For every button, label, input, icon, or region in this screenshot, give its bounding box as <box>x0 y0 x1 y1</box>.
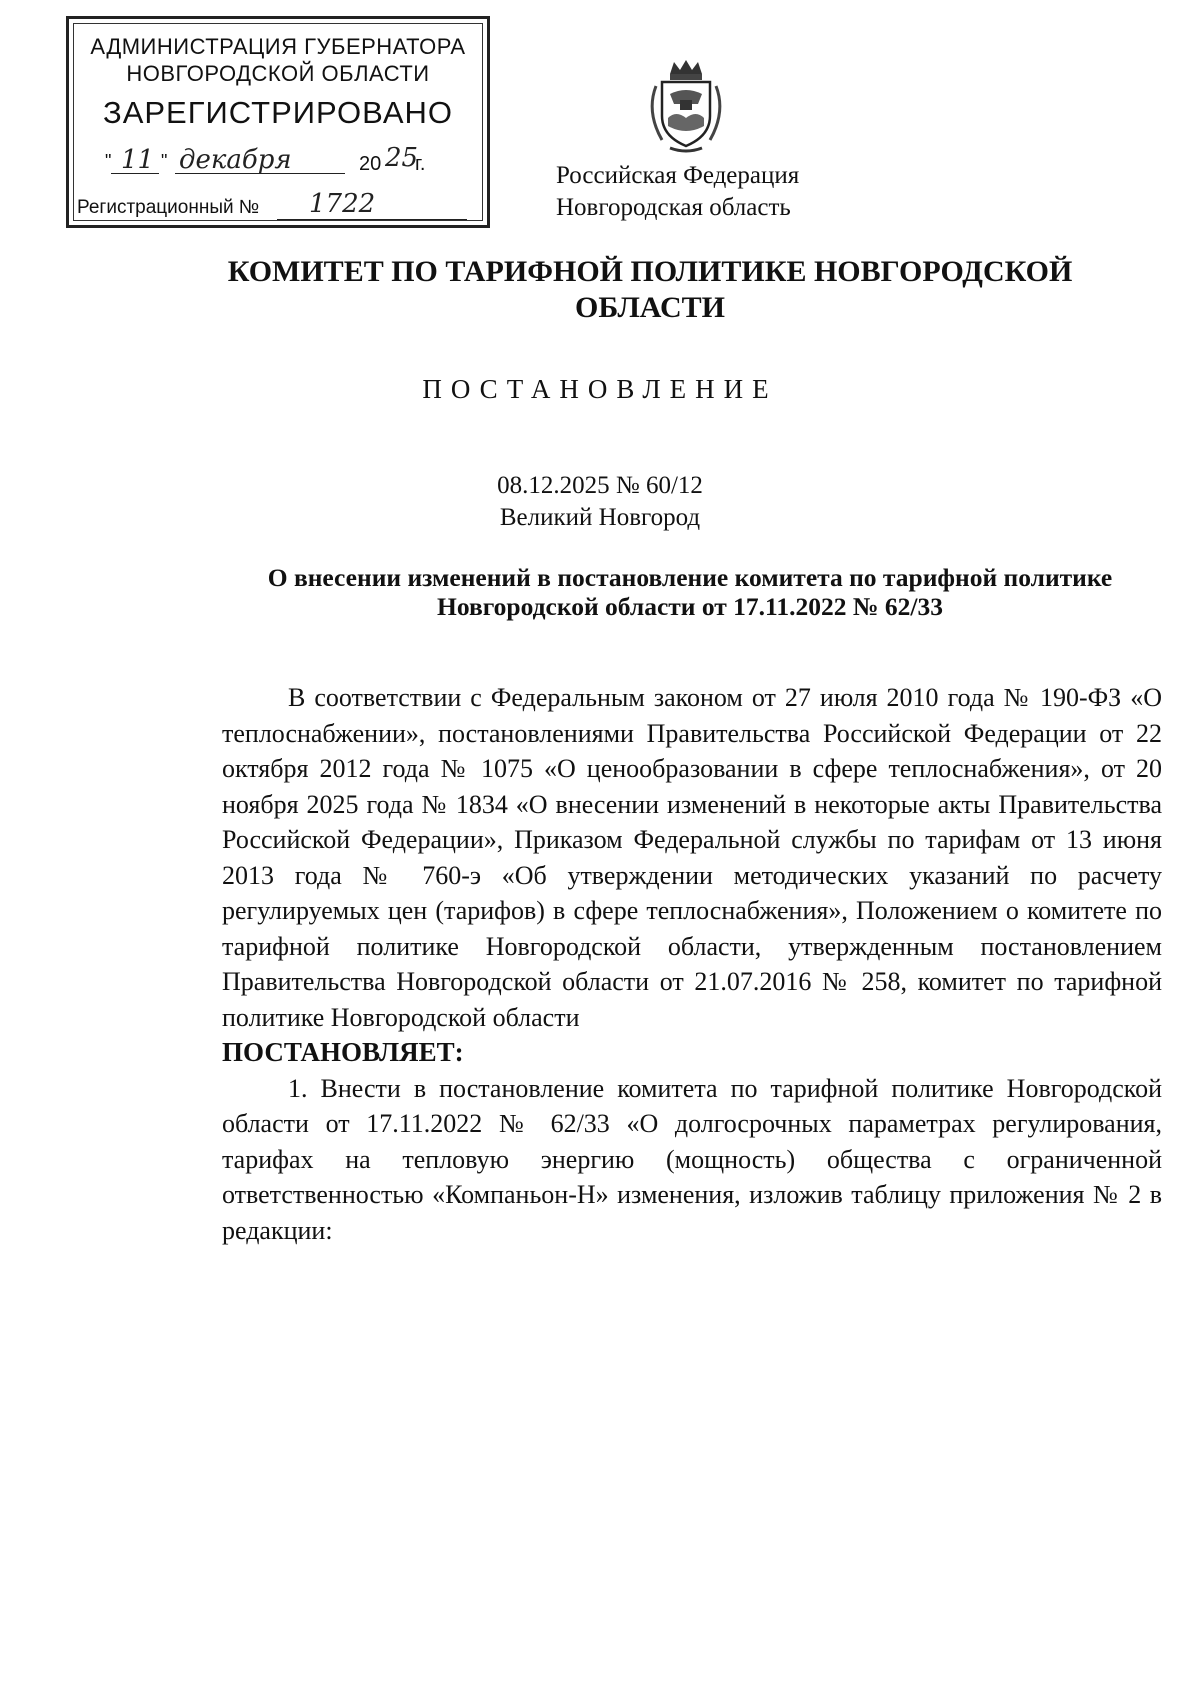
committee-title-line1: КОМИТЕТ ПО ТАРИФНОЙ ПОЛИТИКЕ НОВГОРОДСКОЙ <box>227 255 1073 288</box>
document-type: ПОСТАНОВЛЕНИЕ <box>422 374 778 404</box>
stamp-year-handwritten: 25 <box>385 143 419 173</box>
document-body <box>222 680 1162 1248</box>
stamp-registration-label: Регистрационный № <box>77 197 260 218</box>
document-city: Великий Новгород <box>499 504 701 531</box>
decides-heading: ПОСТАНОВЛЯЕТ: <box>222 1037 464 1067</box>
stamp-quote-open: " <box>105 151 112 171</box>
document-subject <box>220 563 1160 621</box>
stamp-day-underline <box>111 173 159 174</box>
committee-title <box>200 254 1100 326</box>
federation-block <box>556 160 799 224</box>
stamp-organization-line2: НОВГОРОДСКОЙ ОБЛАСТИ <box>126 61 430 86</box>
country-name: Российская Федерация <box>556 162 800 189</box>
stamp-year-prefix: 20 <box>359 153 382 175</box>
novgorod-coat-of-arms-icon <box>640 56 732 156</box>
stamp-organization-line1: АДМИНИСТРАЦИЯ ГУБЕРНАТОРА <box>90 34 466 59</box>
stamp-registration-underline <box>277 219 467 220</box>
stamp-month-underline <box>175 173 345 174</box>
stamp-month: декабря <box>179 145 292 175</box>
stamp-quote-close: " <box>161 151 168 171</box>
stamp-organization <box>69 33 487 87</box>
stamp-registration-number: 1722 <box>309 189 376 219</box>
committee-title-line2: ОБЛАСТИ <box>575 291 725 324</box>
registration-stamp <box>66 16 490 228</box>
document-date-number-block <box>0 470 1200 534</box>
region-name: Новгородская область <box>556 194 791 221</box>
stamp-year-letter: г. <box>415 153 426 175</box>
document-subject-line2: Новгородской области от 17.11.2022 № 62/33 <box>437 592 943 621</box>
document-subject-line1: О внесении изменений в постановление комитета по тарифной политике <box>267 563 1113 592</box>
preamble-paragraph: В соответствии с Федеральным законом от 27 июля 2010 года № 190-ФЗ «О теплоснабжении», постановлениями Правительства Российской Федерации от 22 октября 2012 года № 1075 «О ценообразовании в сфере теплоснабжения», от 20 ноября 2025 года № 1834 «О внесении изменений в некоторые акты Правительства Российской Федерации», Приказом Федеральной службы по тарифам от 13 июня 2013 года № 760-э «Об утверждении методических указаний по расчету регулируемых цен (тарифов) в сфере теплоснабжения», Положением о комитете по тарифной политике Новгородской области, утвержденным постановлением Правительства Новгородской области от 21.07.2016 № 258, комитет по тарифной политике Новгородской области <box>222 683 1162 1032</box>
stamp-status: ЗАРЕГИСТРИРОВАНО <box>102 95 453 130</box>
stamp-day: 11 <box>121 145 155 175</box>
item-1-paragraph: 1. Внести в постановление комитета по тарифной политике Новгородской области от 17.11.2022 № 62/33 «О долгосрочных параметрах регулирования, тарифах на тепловую энергию (мощность) общества с ограниченной ответственностью «Компаньон-Н» изменения, изложив таблицу приложения № 2 в редакции: <box>222 1073 1162 1245</box>
document-date-number: 08.12.2025 № 60/12 <box>497 472 703 499</box>
